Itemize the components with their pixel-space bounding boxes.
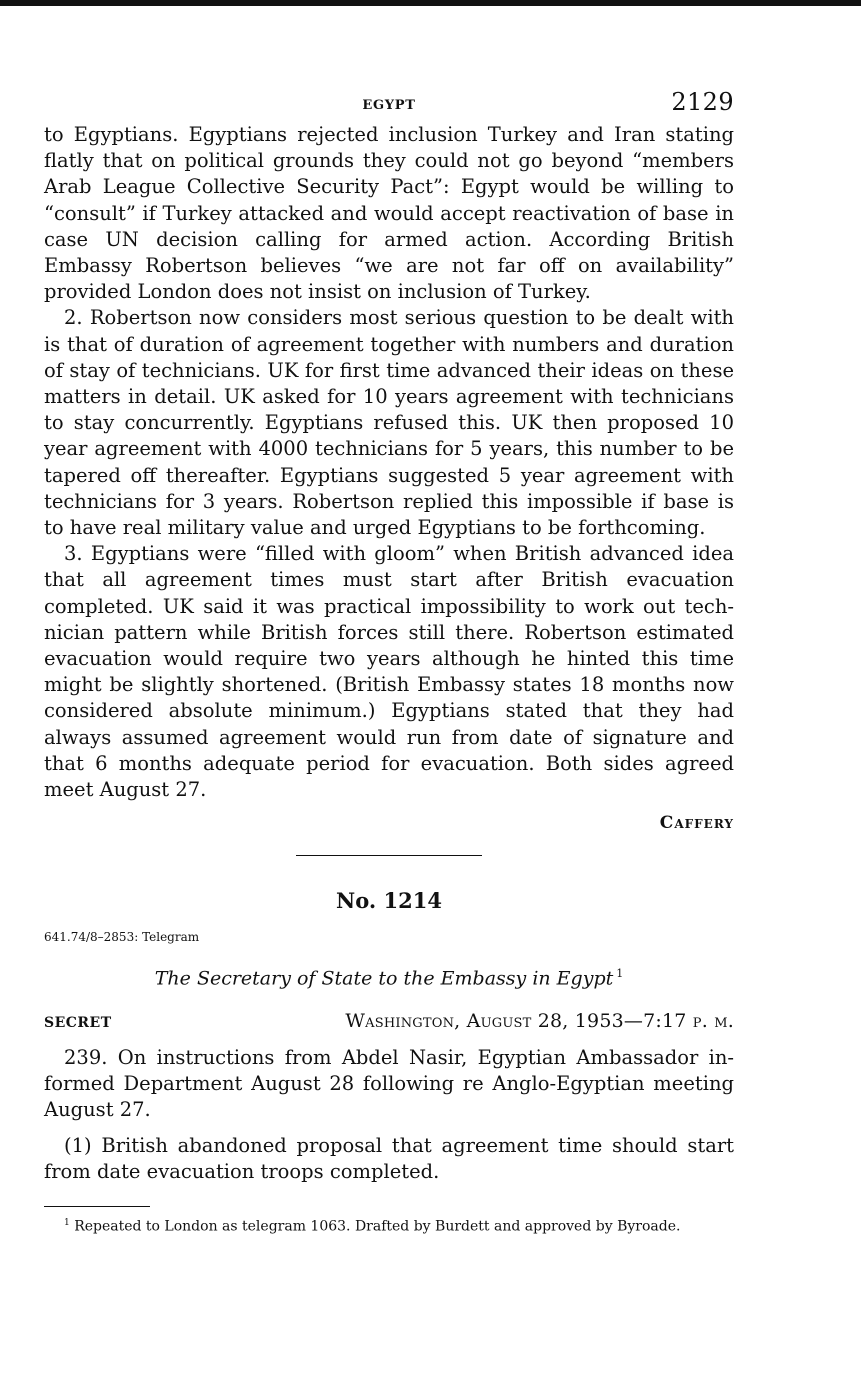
file-reference: 641.74/8–2853: Telegram bbox=[44, 930, 200, 945]
document-page bbox=[44, 86, 734, 1236]
footnote-mark: 1 bbox=[64, 1217, 70, 1228]
telegram-body bbox=[44, 1045, 734, 1186]
telegram-paragraph-1: (1) British abandoned proposal that agreement time should start from date evacuation troops completed. bbox=[44, 1134, 734, 1184]
running-header bbox=[44, 86, 734, 122]
previous-paragraph-1: to Egyptians. Egyptians rejected inclusion Turkey and Iran stating flatly that on political grounds they could not go beyond “members Arab League Collective Security Pact”: Egypt would be willing to “consult” if Turkey attacked and would accept reactivation of base in case UN decision calling for armed action. According British Embassy Robertson believes “we are not far off on availability” provided London does not insist on inclusion of Turkey. bbox=[44, 123, 734, 304]
previous-paragraph-2: 2. Robertson now considers most serious question to be dealt with is that of duration of agreement together with numbers and duration of stay of technicians. UK for first time advanced their ideas on these matters in detail. UK asked for 10 years agreement with technicians to stay concurrently. Egyptians refused this. UK then proposed 10 year agreement with 4000 technicians for 5 years, this number to be tapered off thereafter. Egyptians suggested 5 year agreement with technicians for 3 years. Robertson replied this impossible if base is to have real military value and urged Egyptians to be forthcoming. bbox=[44, 306, 734, 540]
top-page-border bbox=[0, 0, 861, 6]
dateline bbox=[44, 1010, 734, 1037]
telegram-paragraph-239: 239. On instructions from Abdel Nasir, Egyptian Ambassador informed Department August 28 following re Anglo-Egyptian meeting August 27. bbox=[44, 1045, 734, 1122]
place-date: Washington, August 28, 1953—7:17 p. m. bbox=[345, 1009, 734, 1032]
previous-telegram-text bbox=[44, 122, 734, 803]
previous-paragraph-3: 3. Egyptians were “filled with gloom” when British advanced idea that all agreement times must start after British evacuation completed. UK said it was practical impossibility to work out technician pattern while British forces still there. Robertson estimated evacuation would require two years although he hinted this time might be slightly shortened. (British Embassy states 18 months now considered absolute minimum.) Egyptians stated that they had always assumed agreement would run from date of signature and that 6 months adequate period for evacuation. Both sides agreed meet August 27. bbox=[44, 542, 734, 802]
running-title: EGYPT bbox=[362, 98, 416, 113]
footnote-1 bbox=[44, 1214, 734, 1237]
document-number: No. 1214 bbox=[336, 888, 442, 914]
document-title bbox=[44, 967, 734, 989]
signature-caffery: Caffery bbox=[659, 813, 734, 834]
page-number: 2129 bbox=[671, 88, 734, 116]
footnote-separator bbox=[44, 1206, 150, 1207]
section-separator bbox=[296, 855, 482, 856]
title-footnote-mark: 1 bbox=[616, 967, 624, 981]
classification-secret: SECRET bbox=[44, 1014, 112, 1031]
document-title-text: The Secretary of State to the Embassy in Egypt bbox=[154, 967, 614, 990]
footnote-text: Repeated to London as telegram 1063. Drafted by Burdett and approved by Byroade. bbox=[74, 1218, 681, 1235]
